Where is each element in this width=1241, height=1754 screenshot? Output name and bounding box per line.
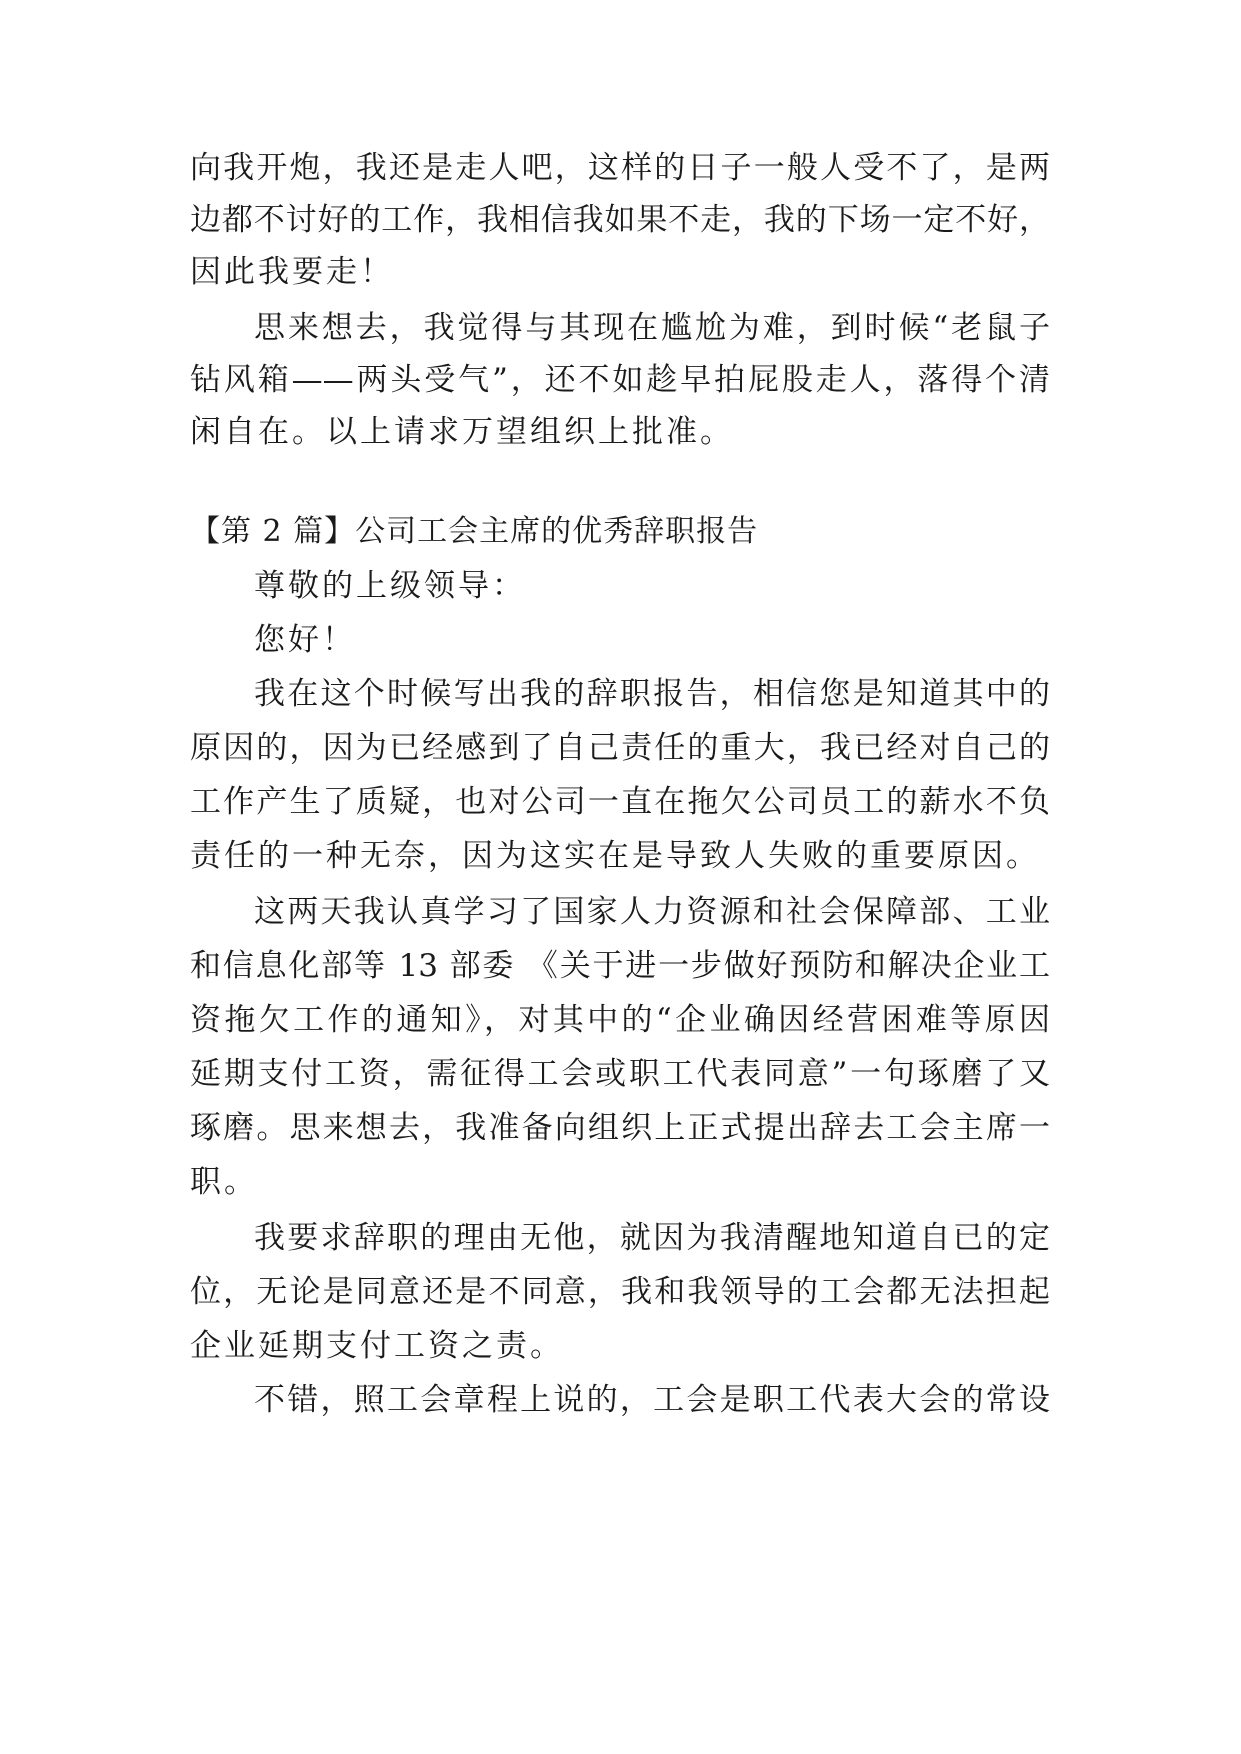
section-heading: 【第 2 篇】公司工会主席的优秀辞职报告 (190, 514, 759, 549)
paragraph-4-line-3: 资拖欠工作的通知》，对其中的“企业确因经营困难等原因 (190, 1002, 1050, 1038)
paragraph-1-line-3: 因此我要走！ (190, 254, 394, 290)
greeting: 您好！ (254, 622, 356, 658)
paragraph-5-line-1: 我要求辞职的理由无他，就因为我清醒地知道自已的定 (254, 1220, 1050, 1256)
paragraph-6-line-1: 不错，照工会章程上说的，工会是职工代表大会的常设 (254, 1382, 1050, 1418)
paragraph-4-line-4: 延期支付工资，需征得工会或职工代表同意”一句琢磨了又 (190, 1056, 1050, 1092)
paragraph-4-line-2: 和信息化部等 13 部委 《关于进一步做好预防和解决企业工 (190, 948, 1050, 984)
paragraph-2-line-3: 闲自在。以上请求万望组织上批准。 (190, 414, 734, 450)
paragraph-3-line-1: 我在这个时候写出我的辞职报告，相信您是知道其中的 (254, 676, 1050, 712)
paragraph-4-line-5: 琢磨。思来想去，我准备向组织上正式提出辞去工会主席一 (190, 1110, 1050, 1146)
paragraph-3-line-3: 工作产生了质疑，也对公司一直在拖欠公司员工的薪水不负 (190, 784, 1050, 820)
paragraph-3-line-2: 原因的，因为已经感到了自己责任的重大，我已经对自己的 (190, 730, 1050, 766)
paragraph-4-line-1: 这两天我认真学习了国家人力资源和社会保障部、工业 (254, 894, 1050, 930)
salutation: 尊敬的上级领导： (254, 568, 526, 604)
paragraph-5-line-2: 位，无论是同意还是不同意，我和我领导的工会都无法担起 (190, 1274, 1050, 1310)
paragraph-1-line-1: 向我开炮，我还是走人吧，这样的日子一般人受不了，是两 (190, 150, 1050, 186)
paragraph-5-line-3: 企业延期支付工资之责。 (190, 1328, 564, 1364)
paragraph-3-line-4: 责任的一种无奈，因为这实在是导致人失败的重要原因。 (190, 838, 1040, 874)
paragraph-1-line-2: 边都不讨好的工作，我相信我如果不走，我的下场一定不好， (190, 202, 1050, 238)
paragraph-2-line-1: 思来想去，我觉得与其现在尴尬为难，到时候“老鼠子 (254, 310, 1050, 346)
paragraph-4-line-6: 职。 (190, 1164, 258, 1200)
paragraph-2-line-2: 钻风箱——两头受气”，还不如趁早拍屁股走人，落得个清 (190, 362, 1050, 398)
